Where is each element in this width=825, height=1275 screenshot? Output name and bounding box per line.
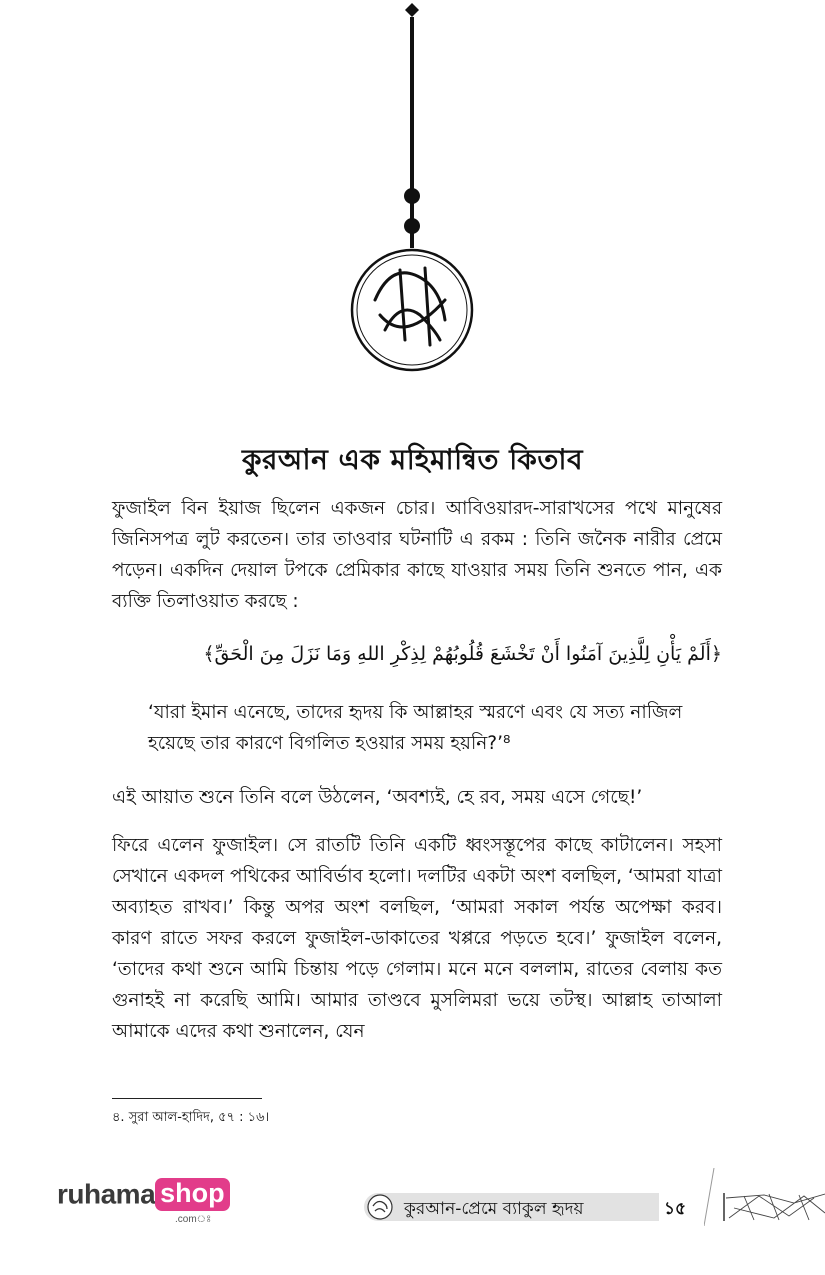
book-title: কুরআন-প্রেমে ব্যাকুল হৃদয় (404, 1199, 584, 1219)
publisher-logo (57, 1178, 230, 1225)
footnote: ৪. সুরা আল-হাদিদ, ৫৭ : ১৬। (112, 1110, 270, 1125)
page-footer (364, 1193, 825, 1221)
verse-translation: ‘যারা ইমান এনেছে, তাদের হৃদয় কি আল্লাহর স্মরণে এবং যে সত্য নাজিল হয়েছে তার কারণে বিগলিত হওয়ার সময় হয়নি?’⁸ (148, 702, 683, 754)
footer-decoration-icon (704, 1168, 825, 1226)
logo-badge: shop (155, 1178, 230, 1211)
story-paragraph: ফিরে এলেন ফুজাইল। সে রাতটি তিনি একটি ধ্বংসস্তূপের কাছে কাটালেন। সহসা সেখানে একদল পথিকের আবির্ভাব হলো। দলটির একটা অংশ বলছিল, ‘আমরা যাত্রা অব্যাহত রাখব।’ কিন্তু অপর অংশ বলছিল, ‘আমরা সকাল পর্যন্ত অপেক্ষা করব। কারণ রাতে সফর করলে ফুজাইল-ডাকাতের খপ্পরে পড়তে হবে।’ ফুজাইল বলেন, ‘তাদের কথা শুনে আমি চিন্তায় পড়ে গেলাম। মনে মনে বললাম, রাতের বেলায় কত গুনাহই না করেছি আমি। আমার তাণ্ডবে মুসলিমরা ভয়ে তটস্থ। আল্লাহ তাআলা আমাকে এদের কথা শুনালেন, যেন (112, 835, 722, 1042)
intro-paragraph: ফুজাইল বিন ইয়াজ ছিলেন একজন চোর। আবিওয়ারদ-সারাখসের পথে মানুষের জিনিসপত্র লুট করতেন। তার তাওবার ঘটনাটি এ রকম : তিনি জনৈক নারীর প্রেমে পড়েন। একদিন দেয়াল টপকে প্রেমিকার কাছে যাওয়ার সময় তিনি শুনতে পান, এক ব্যক্তি তিলাওয়াত করছে : (112, 498, 722, 612)
arabic-verse: ﴿أَلَمْ يَأْنِ لِلَّذِينَ آمَنُوا أَنْ تَخْشَعَ قُلُوبُهُمْ لِذِكْرِ اللهِ وَمَا نَزَلَ مِنَ الْحَقِّ﴾ (203, 643, 722, 665)
logo-suffix: .comঃ (175, 1214, 212, 1225)
chapter-title: কুরআন এক মহিমান্বিত কিতাব (241, 443, 584, 476)
response-paragraph: এই আয়াত শুনে তিনি বলে উঠলেন, ‘অবশ্যই, হে রব, সময় এসে গেছে!’ (112, 787, 643, 808)
quran-calligraphy-emblem-icon (366, 1193, 394, 1221)
footnote-divider (112, 1098, 262, 1099)
decorative-pendant-icon (345, 0, 480, 380)
page-number: ১৫ (664, 1199, 687, 1219)
logo-name: ruhama (57, 1178, 156, 1210)
